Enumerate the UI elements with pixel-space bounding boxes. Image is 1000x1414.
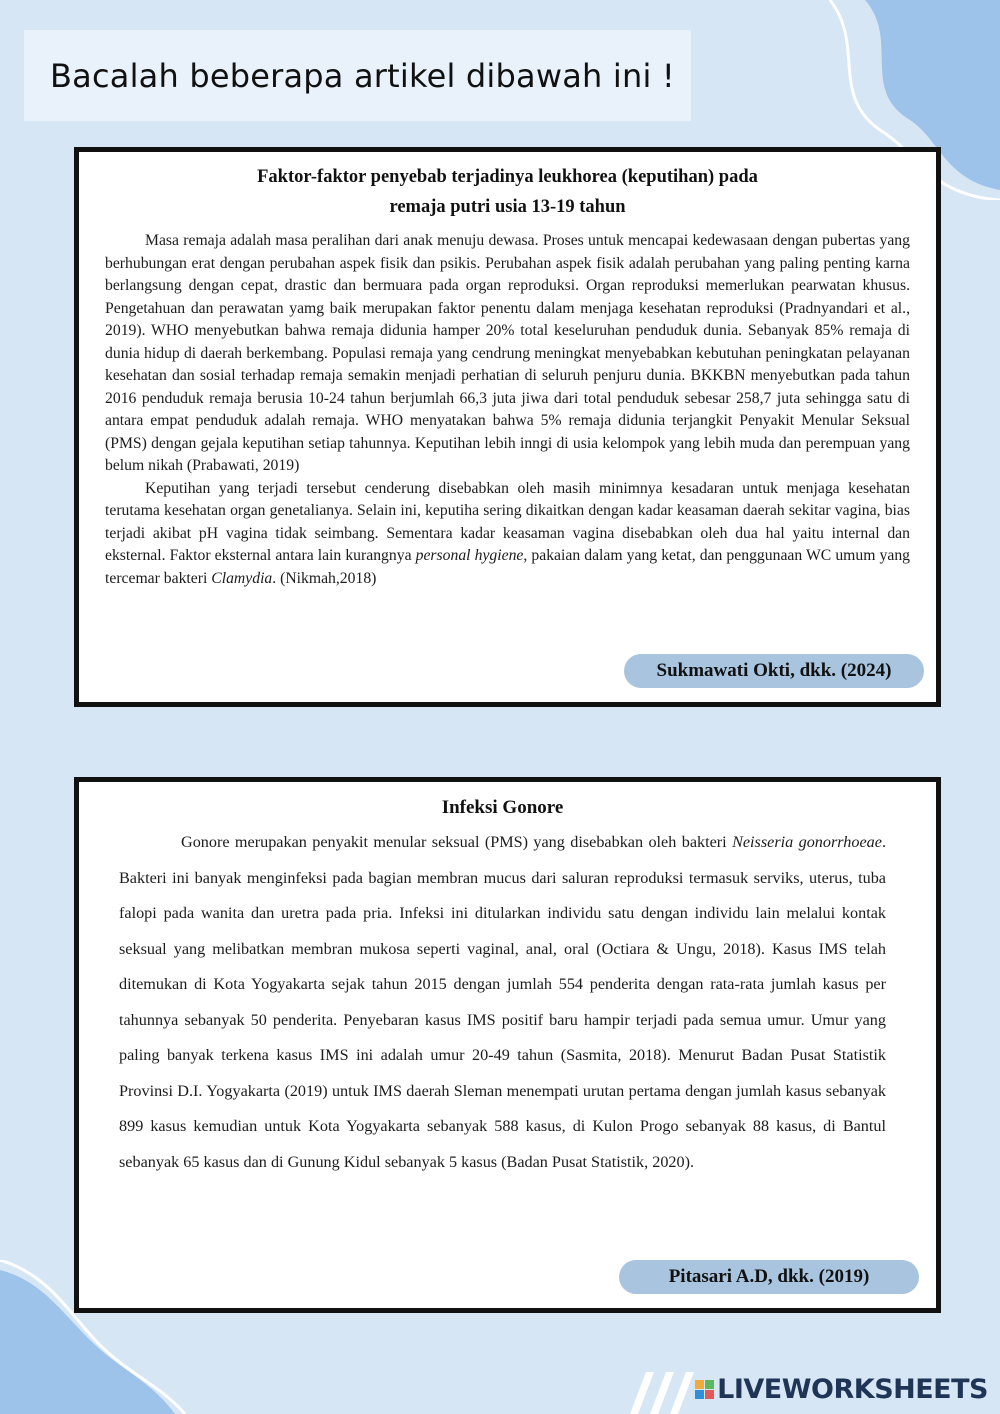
liveworksheets-logo[interactable] [695, 1374, 988, 1405]
instruction-banner [24, 30, 691, 121]
article2-body [119, 825, 886, 1180]
article1-p2-italic-hygiene: personal hygiene [415, 547, 524, 564]
article2-paragraph [119, 825, 886, 1180]
article1-title [105, 162, 910, 222]
logo-grid-icon [695, 1380, 714, 1399]
article1-title-line2: remaja putri usia 13-19 tahun [389, 197, 626, 217]
logo-square-3 [695, 1390, 704, 1399]
article2-text-b: . Bakteri ini banyak menginfeksi pada bagian membran mucus dari saluran reproduksi termasuk serviks, uterus, tuba falopi pada wanita dan uretra pada pria. Infeksi ini ditularkan individu satu dengan individu lain melalui kontak seksual yang melibatkan membran mukosa seperti vaginal, anal, oral (Octiara & Ungu, 2018). Kasus IMS telah ditemukan di Kota Yogyakarta sejak tahun 2015 dengan jumlah 554 penderita dengan rata-rata jumlah kasus per tahunnya sebanyak 50 penderita. Penyebaran kasus IMS positif baru hampir terjadi pada semua umur. Umur yang paling banyak terkena kasus IMS ini adalah umur 20-49 tahun (Sasmita, 2018). Menurut Badan Pusat Statistik Provinsi D.I. Yogyakarta (2019) untuk IMS daerah Sleman menempati urutan pertama dengan jumlah kasus sebanyak 899 kasus kemudian untuk Kota Yogyakarta sebanyak 588 kasus, di Kulon Progo sebanyak 88 kasus, di Bantul sebanyak 65 kasus dan di Gunung Kidul sebanyak 5 kasus (Badan Pusat Statistik, 2020). [119, 833, 886, 1171]
article2-citation: Pitasari A.D, dkk. (2019) [619, 1260, 919, 1294]
logo-square-4 [705, 1390, 714, 1399]
article1-p2-italic-clamydia: Clamydia [211, 569, 273, 587]
article1-p2-text-b: , pakaian dalam yang ketat, dan penggunaan WC umum yang tercemar bakteri [105, 547, 911, 587]
logo-square-1 [695, 1380, 704, 1389]
logo-text: LIVEWORKSHEETS [717, 1374, 988, 1405]
article2-text-a: Gonore merupakan penyakit menular seksual (PMS) yang disebabkan oleh bakteri [181, 833, 733, 851]
diagonal-stripes-decoration [620, 1372, 700, 1414]
article1-paragraph1: Masa remaja adalah masa peralihan dari anak menuju dewasa. Proses untuk mencapai kedewasaan dengan pubertas yang berhubungan erat dengan perubahan aspek fisik dan psikis. Perubahan aspek fisik adalah perubahan yang paling penting karna berlangsung dengan cepat, drastic dan bermuara pada organ reproduksi. Organ reproduksi memerlukan pearwatan khusus. Pengetahuan dan perawatan yamg baik merupakan faktor penentu dalam menjaga kesehatan reproduksi (Pradnyandari et al., 2019). WHO menyebutkan bahwa remaja didunia hamper 20% total keseluruhan penduduk dunia. Sebanyak 85% remaja di dunia hidup di daerah berkembang. Populasi remaja yang cendrung meningkat menyebabkan kebutuhan peningkatan pelayanan kesehatan dan sosial terhadap remaja semakin menjadi perhatian di seluruh penjuru dunia. BKKBN menyebutkan pada tahun 2016 penduduk remaja berusia 10-24 tahun berjumlah 66,3 juta jiwa dari total penduduk sebesar 258,7 juta sehingga satu di antara empat penduduk adalah remaja. WHO menyatakan bahwa 5% remaja didunia terjangkit Penyakit Menular Seksual (PMS) dengan gejala keputihan setiap tahunnya. Keputihan lebih inngi di usia kelompok yang lebih muda dan perempuan yang belum nikah (Prabawati, 2019) [105, 232, 910, 474]
article1-p2-text-c: . (Nikmah,2018) [272, 569, 377, 587]
article1-body [105, 230, 910, 590]
article-card-gonore [74, 777, 941, 1313]
logo-square-2 [705, 1380, 714, 1389]
article2-title: Infeksi Gonore [441, 797, 564, 818]
article1-p2-text-a: Keputihan yang terjadi tersebut cenderung disebabkan oleh masih minimnya kesadaran untuk menjaga kesehatan terutama kesehatan organ genetalianya. Selain ini, keputiha sering dikaitkan dengan kadar keasaman daerah sekitar vagina, bias terjadi akibat pH vagina tidak seimbang. Sementara kadar keasaman vagina disebabkan oleh dua hal yaitu internal dan eksternal. Faktor eksternal antara lain kurangnya [105, 479, 910, 564]
article1-citation: Sukmawati Okti, dkk. (2024) [624, 654, 924, 688]
article2-italic-bacteria: Neisseria gonorrhoeae [732, 833, 882, 851]
article-card-leukhorea [74, 147, 941, 707]
article1-paragraph2 [105, 478, 910, 591]
article1-title-line1: Faktor-faktor penyebab terjadinya leukhorea (keputihan) pada [257, 167, 758, 187]
page-heading: Bacalah beberapa artikel dibawah ini ! [50, 56, 675, 95]
